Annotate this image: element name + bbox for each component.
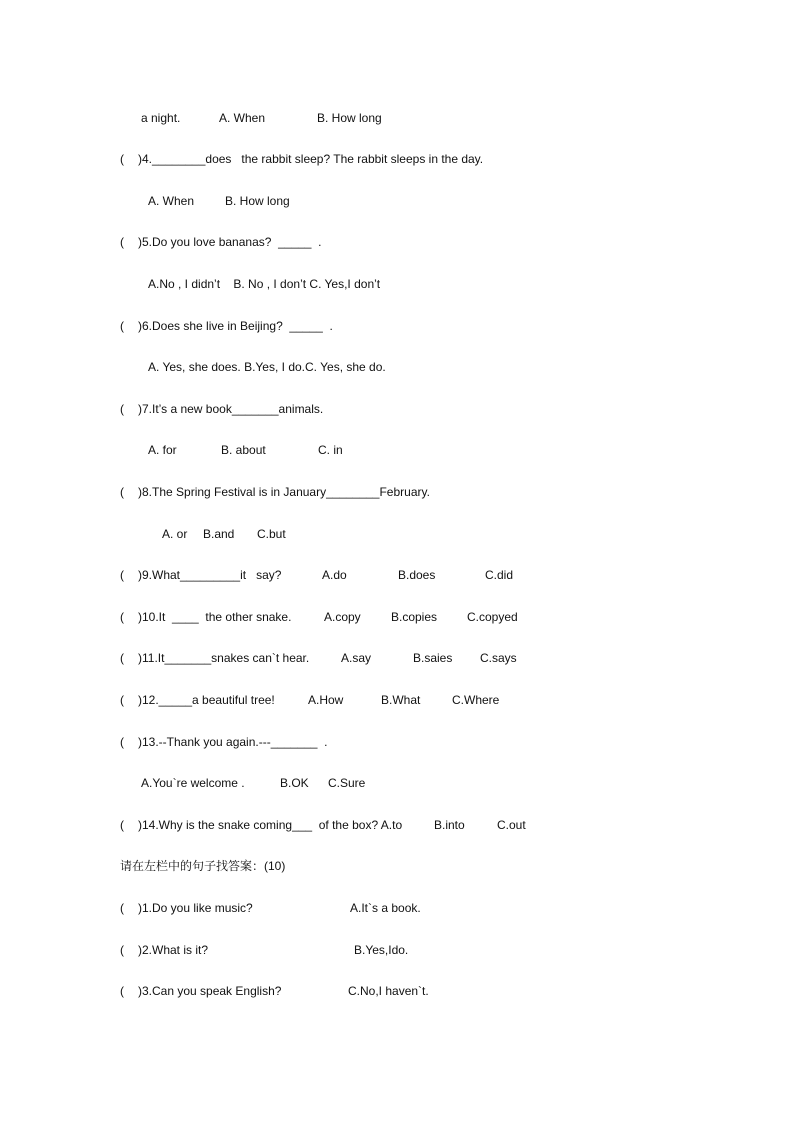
m2-text-2: B.Yes,Ido.: [354, 943, 409, 957]
m3-text-0: (: [120, 984, 124, 998]
q9-text-4: C.did: [485, 568, 514, 582]
q11-text-0: (: [120, 651, 124, 665]
q10-text-4: C.copyed: [467, 610, 518, 624]
q7-text-1: )7.It’s a new book_______animals.: [138, 402, 324, 416]
q7-text-0: (: [120, 402, 124, 416]
q10-text-0: (: [120, 610, 124, 624]
q5-options-text-0: A.No , I didn’t B. No , I don’t C. Yes,I don’t: [148, 277, 381, 291]
q4-text-0: (: [120, 152, 124, 166]
q8-text-0: (: [120, 485, 124, 499]
m2-text-1: )2.What is it?: [138, 943, 209, 957]
q5-text-1: )5.Do you love bananas? _____ .: [138, 235, 322, 249]
q8-options-text-1: B.and: [203, 527, 235, 541]
m1-text-1: )1.Do you like music?: [138, 901, 253, 915]
q5-text-0: (: [120, 235, 124, 249]
q14-text-0: (: [120, 818, 124, 832]
q10-text-2: A.copy: [324, 610, 361, 624]
q11-text-3: B.saies: [413, 651, 453, 665]
q13-options-text-0: A.You`re welcome .: [141, 776, 245, 790]
q13-text-0: (: [120, 735, 124, 749]
q8-options-text-2: C.but: [257, 527, 286, 541]
q4-text-1: )4.________does the rabbit sleep? The rabbit sleeps in the day.: [138, 152, 484, 166]
q7-options-text-1: B. about: [221, 443, 266, 457]
q13-text-1: )13.--Thank you again.---_______ .: [138, 735, 328, 749]
q14-text-1: )14.Why is the snake coming___ of the box? A.to: [138, 818, 403, 832]
m2-text-0: (: [120, 943, 124, 957]
q9-text-2: A.do: [322, 568, 347, 582]
q8-text-1: )8.The Spring Festival is in January________February.: [138, 485, 430, 499]
m3-text-2: C.No,I haven`t.: [348, 984, 429, 998]
q14-text-3: C.out: [497, 818, 526, 832]
q6-text-1: )6.Does she live in Beijing? _____ .: [138, 319, 333, 333]
q12-text-1: )12._____a beautiful tree!: [138, 693, 275, 707]
q12-text-3: B.What: [381, 693, 421, 707]
q3-options-text-0: a night.: [141, 111, 181, 125]
q13-options-text-2: C.Sure: [328, 776, 366, 790]
q3-options-text-1: A. When: [219, 111, 266, 125]
q10-text-1: )10.It ____ the other snake.: [138, 610, 292, 624]
q6-options-text-0: A. Yes, she does. B.Yes, I do.C. Yes, she do.: [148, 360, 386, 374]
q6-text-0: (: [120, 319, 124, 333]
q13-options-text-1: B.OK: [280, 776, 309, 790]
q9-text-1: )9.What_________it say?: [138, 568, 282, 582]
q11-text-2: A.say: [341, 651, 372, 665]
q9-text-3: B.does: [398, 568, 436, 582]
q12-text-2: A.How: [308, 693, 344, 707]
q11-text-1: )11.It_______snakes can`t hear.: [138, 651, 310, 665]
q14-text-2: B.into: [434, 818, 465, 832]
q12-text-4: C.Where: [452, 693, 500, 707]
m3-text-1: )3.Can you speak English?: [138, 984, 282, 998]
m1-text-0: (: [120, 901, 124, 915]
q7-options-text-0: A. for: [148, 443, 177, 457]
section-heading-text-0: 请在左栏中的句子找答案：(10): [120, 859, 286, 873]
q4-options-text-0: A. When: [148, 194, 195, 208]
q9-text-0: (: [120, 568, 124, 582]
q10-text-3: B.copies: [391, 610, 438, 624]
q11-text-4: C.says: [480, 651, 517, 665]
q12-text-0: (: [120, 693, 124, 707]
q3-options-text-2: B. How long: [317, 111, 382, 125]
q7-options-text-2: C. in: [318, 443, 343, 457]
q8-options-text-0: A. or: [162, 527, 188, 541]
m1-text-2: A.It`s a book.: [350, 901, 421, 915]
q4-options-text-1: B. How long: [225, 194, 290, 208]
